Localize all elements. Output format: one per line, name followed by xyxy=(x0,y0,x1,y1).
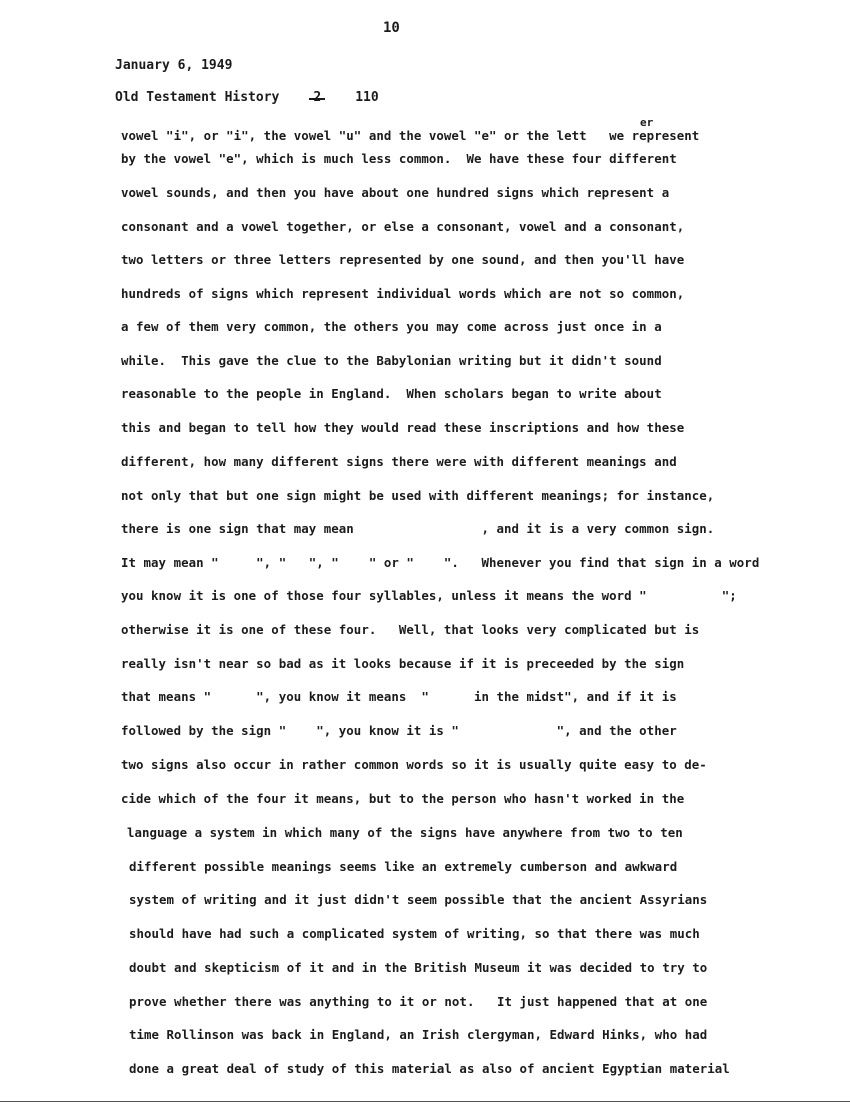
text-line: different possible meanings seems like an extremely cumberson and awkward xyxy=(129,859,678,874)
page-number: 10 xyxy=(383,20,400,36)
text-line: while. This gave the clue to the Babylonian writing but it didn't sound xyxy=(121,353,662,368)
text-line: really isn't near so bad as it looks because if it is preceeded by the sign xyxy=(121,656,685,671)
course-title: Old Testament History xyxy=(115,90,280,105)
text-line: vowel sounds, and then you have about one hundred signs which represent a xyxy=(121,185,670,200)
course-heading xyxy=(115,90,379,105)
page-bottom-edge xyxy=(0,1101,850,1102)
text-line: consonant and a vowel together, or else a consonant, vowel and a consonant, xyxy=(121,219,685,234)
text-line: a few of them very common, the others you may come across just once in a xyxy=(121,319,662,334)
text-line: should have had such a complicated system of writing, so that there was much xyxy=(129,926,700,941)
text-line: time Rollinson was back in England, an Irish clergyman, Edward Hinks, who had xyxy=(129,1027,708,1042)
text-line: two letters or three letters represented by one sound, and then you'll have xyxy=(121,252,685,267)
text-line: language a system in which many of the signs have anywhere from two to ten xyxy=(127,825,683,840)
text-line: otherwise it is one of these four. Well, that looks very complicated but is xyxy=(121,622,700,637)
handwritten-insertion: er xyxy=(640,116,654,129)
text-line: system of writing and it just didn't seem possible that the ancient Assyrians xyxy=(129,892,708,907)
lesson-number: 110 xyxy=(355,90,379,105)
text-line: vowel "i", or "i", the vowel "u" and the vowel "e" or the lett we represent xyxy=(121,128,700,143)
text-line: doubt and skepticism of it and in the British Museum it was decided to try to xyxy=(129,960,708,975)
text-line: different, how many different signs there were with different meanings and xyxy=(121,454,677,469)
text-line: not only that but one sign might be used with different meanings; for instance, xyxy=(121,488,715,503)
text-line: by the vowel "e", which is much less common. We have these four different xyxy=(121,151,677,166)
text-line: two signs also occur in rather common words so it is usually quite easy to de- xyxy=(121,757,707,772)
text-line: this and began to tell how they would read these inscriptions and how these xyxy=(121,420,685,435)
text-line: reasonable to the people in England. When scholars began to write about xyxy=(121,386,662,401)
text-line: there is one sign that may mean , and it is a very common sign. xyxy=(121,521,715,536)
text-line: that means " ", you know it means " in the midst", and if it is xyxy=(121,689,677,704)
document-date: January 6, 1949 xyxy=(115,58,233,73)
struck-out-number: 2 xyxy=(313,90,322,105)
text-line: It may mean " ", " ", " " or " ". Whenever you find that sign in a word xyxy=(121,555,760,570)
text-line: prove whether there was anything to it or not. It just happened that at one xyxy=(129,994,708,1009)
text-line: followed by the sign " ", you know it is " ", and the other xyxy=(121,723,677,738)
text-line: done a great deal of study of this material as also of ancient Egyptian material xyxy=(129,1061,730,1076)
text-line: cide which of the four it means, but to the person who hasn't worked in the xyxy=(121,791,685,806)
text-line: hundreds of signs which represent individual words which are not so common, xyxy=(121,286,685,301)
text-line: you know it is one of those four syllables, unless it means the word " "; xyxy=(121,588,737,603)
